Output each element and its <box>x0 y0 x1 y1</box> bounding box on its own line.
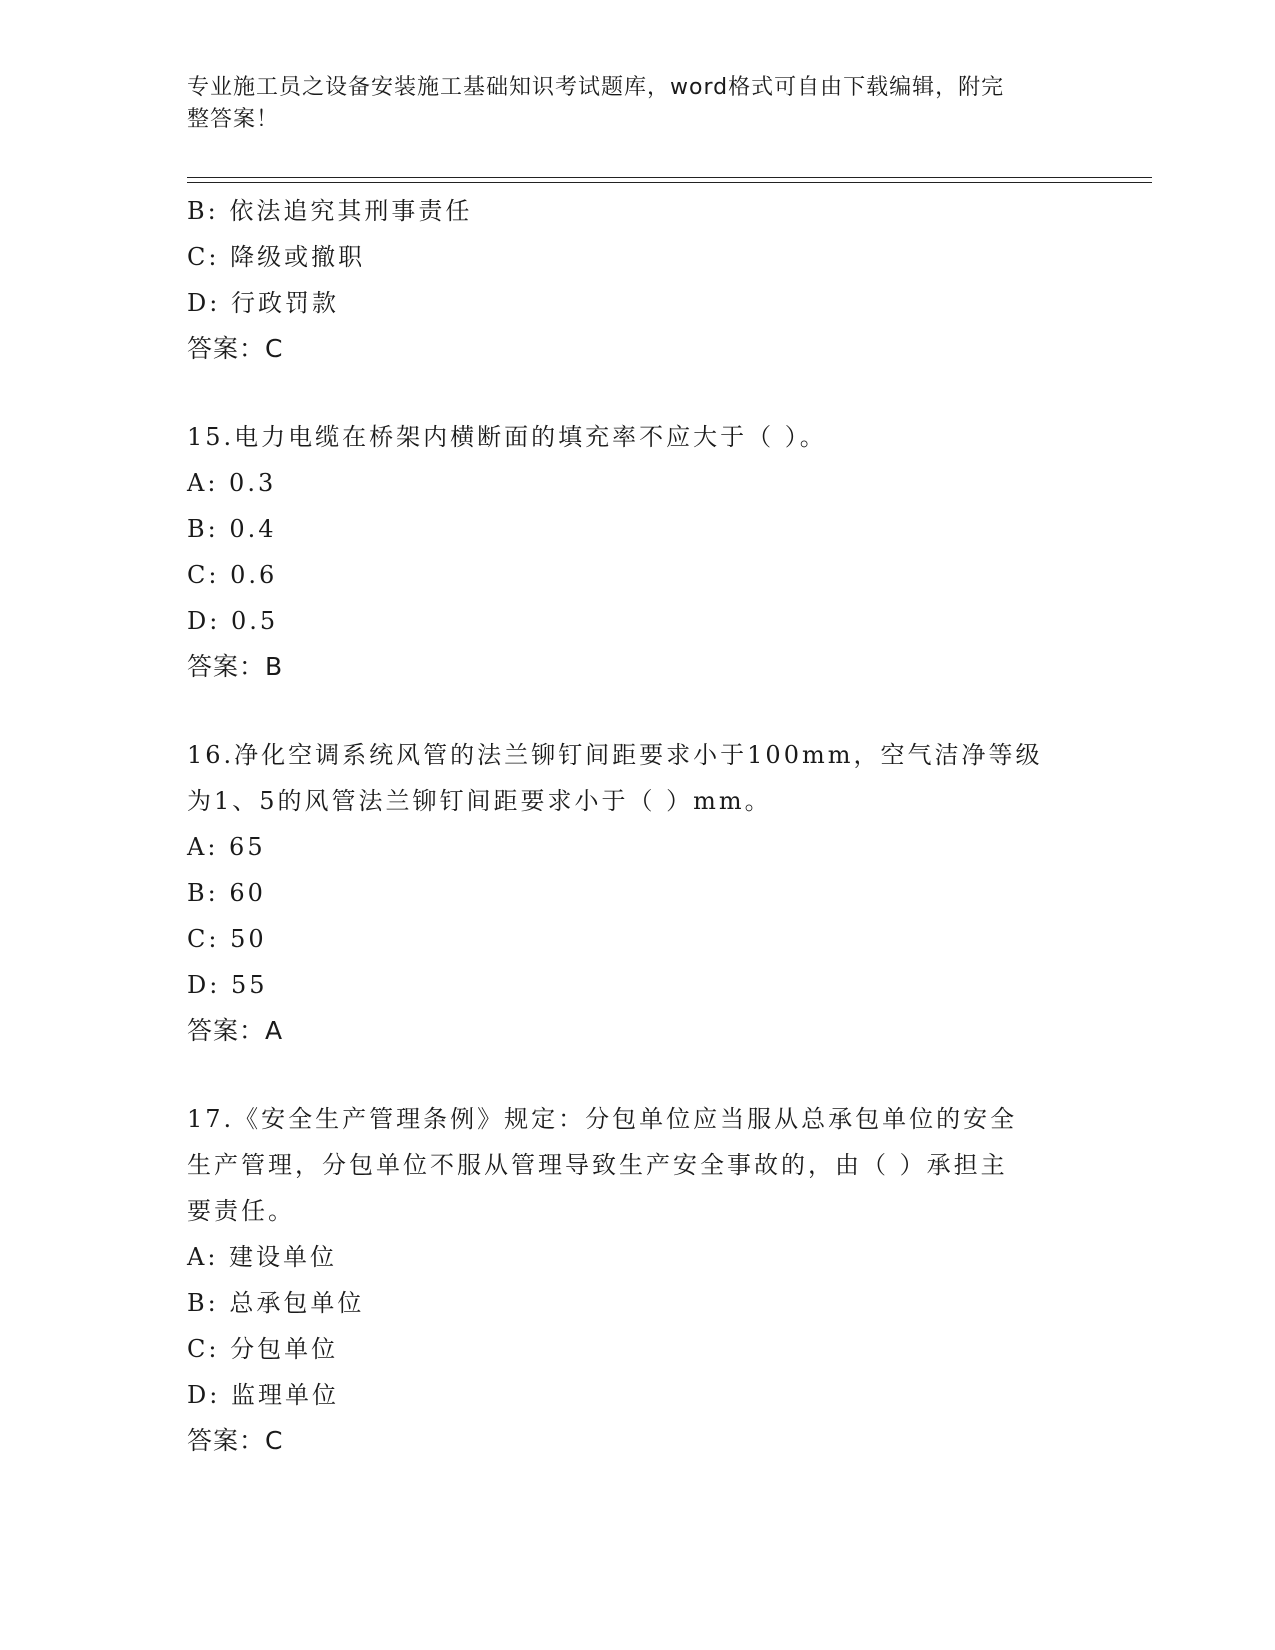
option-d: D: 55 <box>187 971 268 999</box>
option-b: B: 0.4 <box>187 515 277 543</box>
spacer <box>187 372 1087 414</box>
question-17 <box>187 1096 1087 1464</box>
spacer <box>187 1054 1087 1096</box>
option-b: B: 总承包单位 <box>187 1289 365 1317</box>
question-text-line-1: 16.净化空调系统风管的法兰铆钉间距要求小于100mm，空气洁净等级 <box>187 741 1043 769</box>
option-b: B: 60 <box>187 879 266 907</box>
question-text: 15.电力电缆在桥架内横断面的填充率不应大于（ ）。 <box>187 423 827 451</box>
spacer <box>187 690 1087 732</box>
option-a: A: 0.3 <box>187 469 277 497</box>
option-d: D: 监理单位 <box>187 1381 339 1409</box>
option-c: C: 降级或撤职 <box>187 243 366 271</box>
answer: 答案：C <box>187 334 284 363</box>
option-c: C: 分包单位 <box>187 1335 339 1363</box>
option-b: B: 依法追究其刑事责任 <box>187 197 473 225</box>
question-list <box>187 188 1087 1464</box>
header-divider-bottom <box>187 182 1152 183</box>
option-c: C: 0.6 <box>187 561 278 589</box>
header-line-1: 专业施工员之设备安装施工基础知识考试题库，word格式可自由下载编辑，附完 <box>187 75 1005 100</box>
option-d: D: 行政罚款 <box>187 289 339 317</box>
header-divider-top <box>187 177 1152 178</box>
document-header <box>187 72 1067 136</box>
question-text-line-2: 为1、5的风管法兰铆钉间距要求小于（ ）mm。 <box>187 787 772 815</box>
answer: 答案：A <box>187 1016 284 1045</box>
option-c: C: 50 <box>187 925 267 953</box>
option-a: A: 建设单位 <box>187 1243 338 1271</box>
header-line-2: 整答案！ <box>187 107 280 132</box>
option-a: A: 65 <box>187 833 266 861</box>
question-14 <box>187 188 1087 372</box>
question-16 <box>187 732 1087 1054</box>
question-text-line-2: 生产管理，分包单位不服从管理导致生产安全事故的，由（ ）承担主 <box>187 1151 1008 1179</box>
answer: 答案：C <box>187 1426 284 1455</box>
option-d: D: 0.5 <box>187 607 279 635</box>
question-15 <box>187 414 1087 690</box>
answer: 答案：B <box>187 652 284 681</box>
question-text-line-1: 17.《安全生产管理条例》规定：分包单位应当服从总承包单位的安全 <box>187 1105 1018 1133</box>
question-text-line-3: 要责任。 <box>187 1197 295 1225</box>
